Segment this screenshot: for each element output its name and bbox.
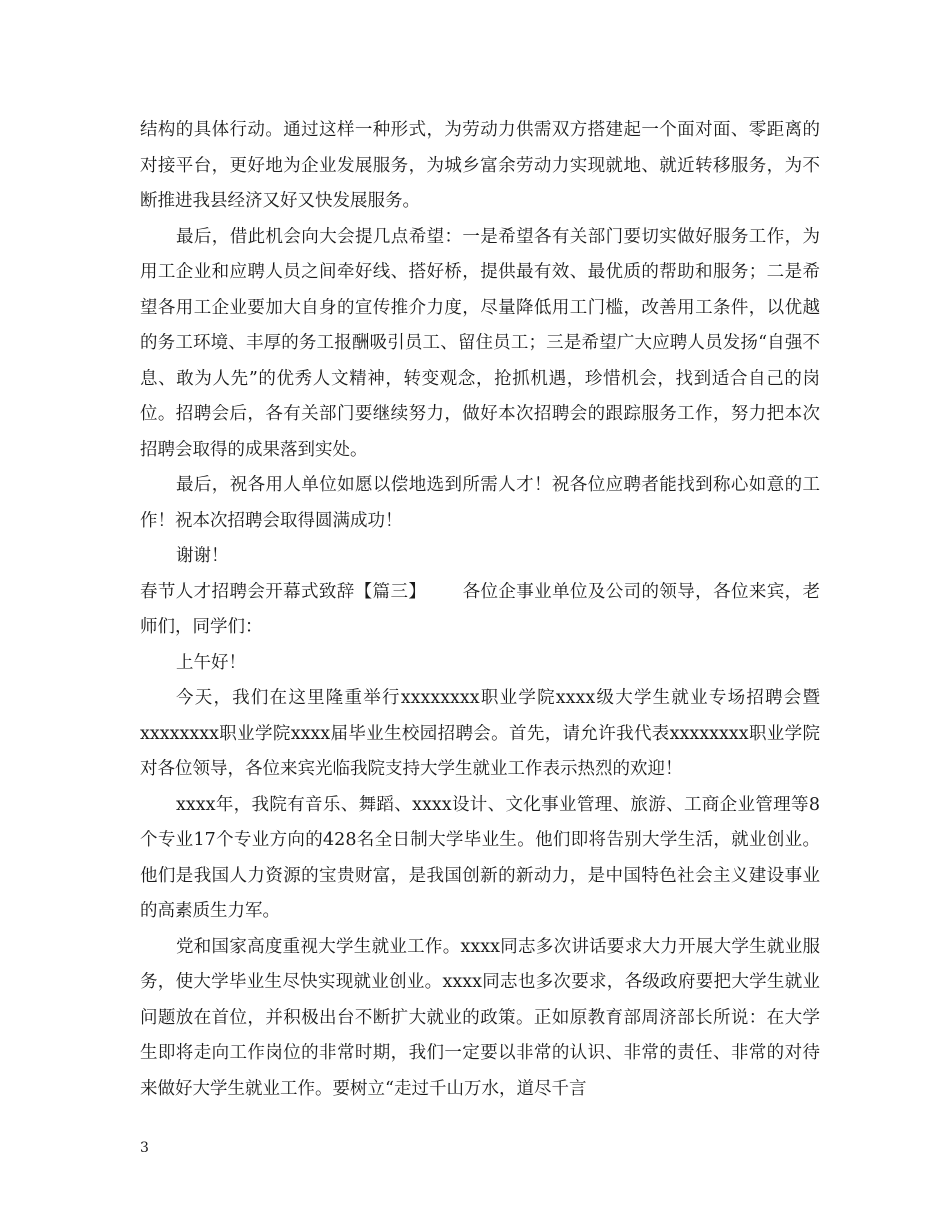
section-heading-line [140,575,820,646]
document-body [140,113,820,1107]
paragraph-continuation: 结构的具体行动。通过这样一种形式，为劳动力供需双方搭建起一个面对面、零距离的对接平台，更好地为企业发展服务，为城乡富余劳动力实现就地、就近转移服务，为不断推进我县经济又好又快发展服务。 [140,120,820,211]
greeting: 上午好！ [176,652,246,673]
section-heading: 春节人才招聘会开幕式致辞【篇三】 [140,581,427,602]
salutation: 各位企事业单位及公司的领导，各位来宾，老师们，同学们： [140,581,821,637]
paragraph-policy: 党和国家高度重视大学生就业工作。xxxx同志多次讲话要求大力开展大学生就业服务，使大学毕业生尽快实现就业创业。xxxx同志也多次要求，各级政府要把大学生就业问题放在首位，并积极出台不断扩大就业的政策。正如原教育部周济部长所说：在大学生即将走向工作岗位的非常时期，我们一定要以非常的认识、非常的责任、非常的对待来做好大学生就业工作。要树立“走过千山万水，道尽千言 [140,936,820,1099]
page-number: 3 [140,1140,149,1156]
paragraph-opening: 今天，我们在这里隆重举行xxxxxxxx职业学院xxxx级大学生就业专场招聘会暨xxxxxxxx职业学院xxxx届毕业生校园招聘会。首先，请允许我代表xxxxxxxx职业学院对各位领导，各位来宾光临我院支持大学生就业工作表示热烈的欢迎！ [140,688,820,779]
paragraph-wishes: 最后，祝各用人单位如愿以偿地选到所需人才！祝各位应聘者能找到称心如意的工作！祝本次招聘会取得圆满成功！ [140,475,820,531]
paragraph-thanks: 谢谢！ [176,546,229,566]
paragraph-hopes: 最后，借此机会向大会提几点希望：一是希望各有关部门要切实做好服务工作，为用工企业和应聘人员之间牵好线、搭好桥，提供最有效、最优质的帮助和服务；二是希望各用工企业要加大自身的宣传推介力度，尽量降低用工门槛，改善用工条件，以优越的务工环境、丰厚的务工报酬吸引员工、留住员工；三是希望广大应聘人员发扬“自强不息、敢为人先”的优秀人文精神，转变观念，抢抓机遇，珍惜机会，找到适合自己的岗位。招聘会后，各有关部门要继续努力，做好本次招聘会的跟踪服务工作，努力把本次招聘会取得的成果落到实处。 [140,226,820,460]
paragraph-graduates: xxxx年，我院有音乐、舞蹈、xxxx设计、文化事业管理、旅游、工商企业管理等8个专业17个专业方向的428名全日制大学毕业生。他们即将告别大学生活，就业创业。他们是我国人力资源的宝贵财富，是我国创新的新动力，是中国特色社会主义建设事业的高素质生力军。 [140,794,820,921]
